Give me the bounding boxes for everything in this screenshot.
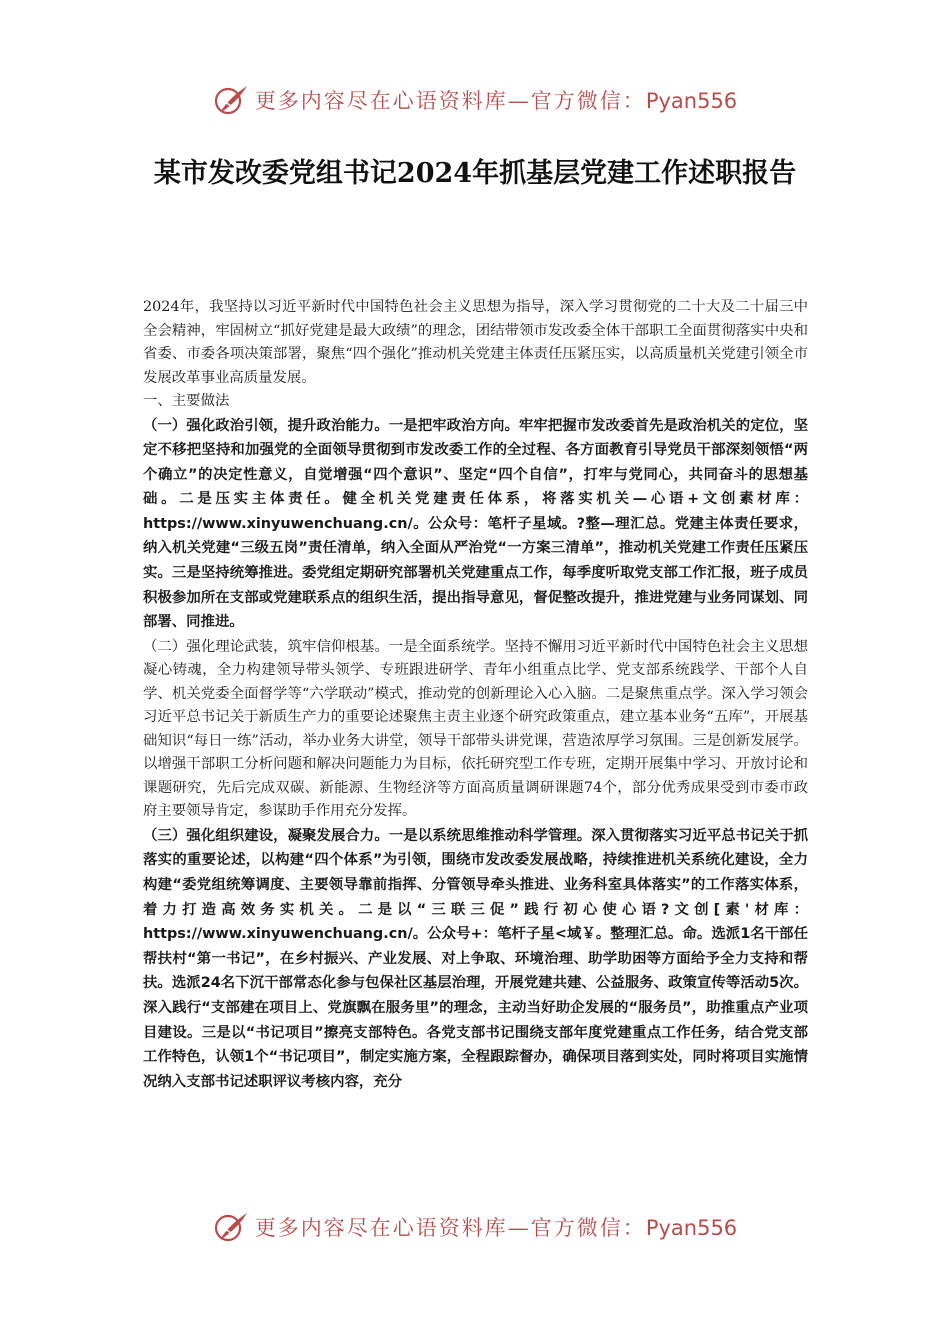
banner-text: 更多内容尽在心语资料库—官方微信： (254, 89, 646, 113)
quill-logo-icon (213, 84, 249, 121)
section-heading: 一、主要做法 (143, 393, 230, 409)
paragraph-organization-building: （三）强化组织建设，凝聚发展合力。一是以系统思维推动科学管理。深入贯彻落实习近平总书记关于抓落实的重要论述，以构建“四个体系”为引领，围绕市发改委发展战略，持续推进机关系统化建设，全力构建“委党组统筹调度、主要领导靠前指挥、分管领导牵头推进、业务科室具体落实”的工作落实体系，着力打造高效务实机关。二是以“三联三促”践行初心使心语?文创[素'材库：https://www.xinyuwenchuang.cn/。公众号+：笔杆子星<域￥。整理汇总。命。选派1名干部任帮扶村“第一书记”，在乡村振兴、产业发展、对上争取、环境治理、助学助困等方面给予全力支持和帮扶。选派24名下沉干部常态化参与包保社区基层治理，开展党建共建、公益服务、政策宣传等活动5次。深入践行“支部建在项目上、党旗飘在服务里”的理念，主动当好助企发展的“服务员”，助推重点产业项目建设。三是以“书记项目”擦亮支部特色。各党支部书记围绕支部年度党建重点工作任务，结合党支部工作特色，认领1个“书记项目”，制定实施方案，全程跟踪督办，确保项目落到实处，同时将项目实施情况纳入支部书记述职评议考核内容，充分 (143, 827, 808, 1090)
banner-wechat-id: Pyan556 (645, 1216, 738, 1240)
quill-logo-icon (213, 1211, 249, 1248)
banner-wechat-id: Pyan556 (645, 89, 738, 113)
header-banner (0, 84, 950, 121)
footer-banner (0, 1211, 950, 1248)
paragraph-political-guidance: （一）强化政治引领，提升政治能力。一是把牢政治方向。牢牢把握市发改委首先是政治机关的定位，坚定不移把坚持和加强党的全面领导贯彻到市发改委工作的全过程、各方面教育引导党员干部深刻领悟“两个确立”的决定性意义，自觉增强“四个意识”、坚定“四个自信”，打牢与党同心，共同奋斗的思想基础。二是压实主体责任。健全机关党建责任体系，将落实机关—心语+文创素材库：https://www.xinyuwenchuang.cn/。公众号：笔杆子星域。?整—理汇总。党建主体责任要求，纳入机关党建“三级五岗”责任清单，纳入全面从严治党“一方案三清单”，推动机关党建工作责任压紧压实。三是坚持统筹推进。委党组定期研究部署机关党建重点工作，每季度听取党支部工作汇报，班子成员积极参加所在支部或党建联系点的组织生活，提出指导意见，督促整改提升，推进党建与业务同谋划、同部署、同推进。 (143, 417, 808, 631)
paragraph-theory-study: （二）强化理论武装，筑牢信仰根基。一是全面系统学。坚持不懈用习近平新时代中国特色社会主义思想凝心铸魂，全力构建领导带头领学、专班跟进研学、青年小组重点比学、党支部系统践学、干部个人自学、机关党委全面督学等“六学联动”模式，推动党的创新理论入心入脑。二是聚焦重点学。深入学习领会习近平总书记关于新质生产力的重要论述聚焦主责主业逐个研究政策重点，建立基本业务“五库”，开展基础知识“每日一练”活动，举办业务大讲堂，领导干部带头讲党课，营造浓厚学习氛围。三是创新发展学。以增强干部职工分析问题和解决问题能力为目标，依托研究型工作专班，定期开展集中学习、开放讨论和课题研究，先后完成双碳、新能源、生物经济等方面高质量调研课题74个，部分优秀成果受到市委市政府主要领导肯定，参谋助手作用充分发挥。 (143, 638, 808, 820)
banner-text: 更多内容尽在心语资料库—官方微信： (254, 1216, 646, 1240)
intro-paragraph: 2024年，我坚持以习近平新时代中国特色社会主义思想为指导，深入学习贯彻党的二十大及二十届三中全会精神，牢固树立“抓好党建是最大政绩”的理念，团结带领市发改委全体干部职工全面贯彻落实中央和省委、市委各项决策部署，聚焦“四个强化”推动机关党建主体责任压紧压实，以高质量机关党建引领全市发展改革事业高质量发展。 (143, 299, 808, 386)
document-title: 某市发改委党组书记2024年抓基层党建工作述职报告 (153, 158, 797, 189)
document-body (143, 296, 808, 1094)
